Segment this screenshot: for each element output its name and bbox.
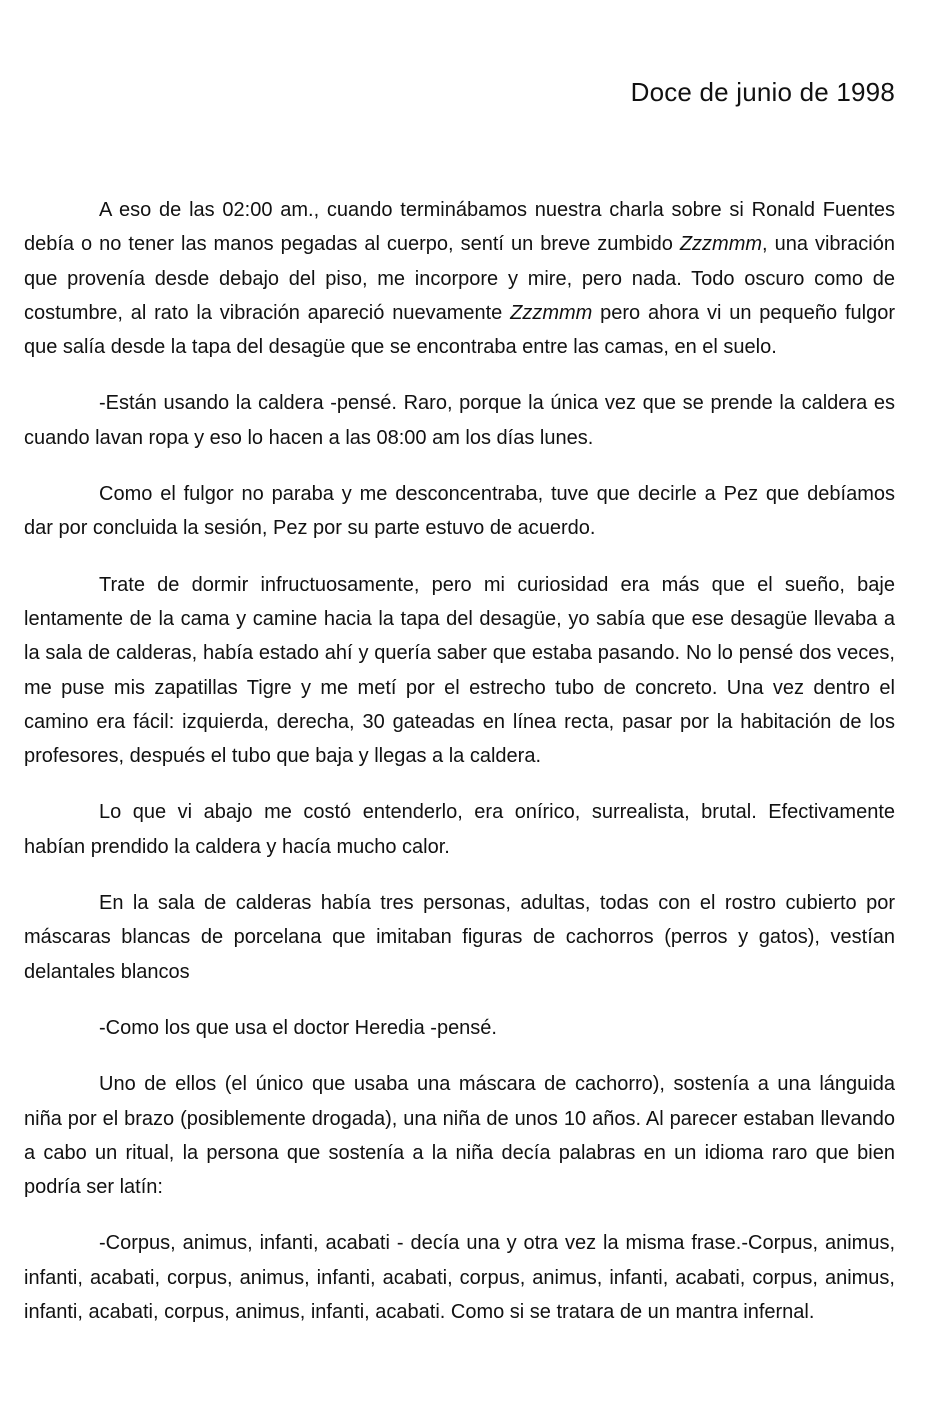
date-heading: Doce de junio de 1998 bbox=[630, 77, 895, 107]
paragraph bbox=[24, 1067, 895, 1204]
paragraph-text-italic: Zzzmmm bbox=[679, 233, 763, 256]
paragraph-text: Uno de ellos (el único que usaba una máscara de cachorro), sostenía a una lánguida niña por el brazo (posiblemente drogada), una niña de unos 10 años. Al parecer estaban llevando a cabo un ritual, la persona que sostenía a la niña decía palabras en un idioma raro que bien podría ser latín: bbox=[24, 1073, 895, 1199]
paragraph-text: Como el fulgor no paraba y me desconcentraba, tuve que decirle a Pez que debíamos dar por concluida la sesión, Pez por su parte estuvo de acuerdo. bbox=[24, 483, 895, 540]
paragraph-text: A eso de las 02:00 am., cuando terminábamos nuestra charla sobre si Ronald Fuentes debía o no tener las manos pegadas al cuerpo, sentí un breve zumbido bbox=[24, 199, 895, 256]
paragraph-text: -Como los que usa el doctor Heredia -pensé. bbox=[99, 1016, 497, 1039]
paragraph-text: pero ahora vi un pequeño fulgor que salía desde la tapa del desagüe que se encontraba entre las camas, en el suelo. bbox=[24, 301, 895, 359]
document-body bbox=[24, 193, 895, 1329]
paragraph bbox=[24, 386, 895, 455]
paragraph-text: En la sala de calderas había tres personas, adultas, todas con el rostro cubierto por máscaras blancas de porcelana que imitaban figuras de cachorros (perros y gatos), vestían delantales blancos bbox=[24, 892, 895, 983]
paragraph-text: Lo que vi abajo me costó entenderlo, era onírico, surrealista, brutal. Efectivamente habían prendido la caldera y hacía mucho calor. bbox=[24, 801, 895, 858]
paragraph bbox=[24, 477, 895, 546]
paragraph-text: Trate de dormir infructuosamente, pero mi curiosidad era más que el sueño, baje lentamente de la cama y camine hacia la tapa del desagüe, yo sabía que ese desagüe llevaba a la sala de calderas, había estado ahí y quería saber que estaba pasando. No lo pensé dos veces, me puse mis zapatillas Tigre y me metí por el estrecho tubo de concreto. Una vez dentro el camino era fácil: izquierda, derecha, 30 gateadas en línea recta, pasar por la habitación de los profesores, después el tubo que baja y llegas a la caldera. bbox=[24, 573, 895, 768]
paragraph bbox=[24, 795, 895, 864]
paragraph bbox=[24, 1226, 895, 1329]
paragraph-text-italic: Zzzmmm bbox=[510, 301, 593, 324]
paragraph-text: -Corpus, animus, infanti, acabati - decía una y otra vez la misma frase.-Corpus, animus, infanti, acabati, corpus, animus, infanti, acabati, corpus, animus, infanti, acabati, corpus, animus, infanti, acabati, corpus, animus, infanti, acabati. Como si se tratara de un mantra infernal. bbox=[24, 1232, 895, 1324]
paragraph bbox=[24, 193, 895, 364]
paragraph bbox=[24, 1011, 895, 1045]
paragraph-text: , una vibración que provenía desde debajo del piso, me incorpore y mire, pero nada. Todo oscuro como de costumbre, al rato la vibración apareció nuevamente bbox=[24, 233, 895, 324]
paragraph bbox=[24, 568, 895, 774]
paragraph-text: -Están usando la caldera -pensé. Raro, porque la única vez que se prende la caldera es cuando lavan ropa y eso lo hacen a las 08:00 am los días lunes. bbox=[24, 392, 895, 449]
paragraph bbox=[24, 886, 895, 989]
